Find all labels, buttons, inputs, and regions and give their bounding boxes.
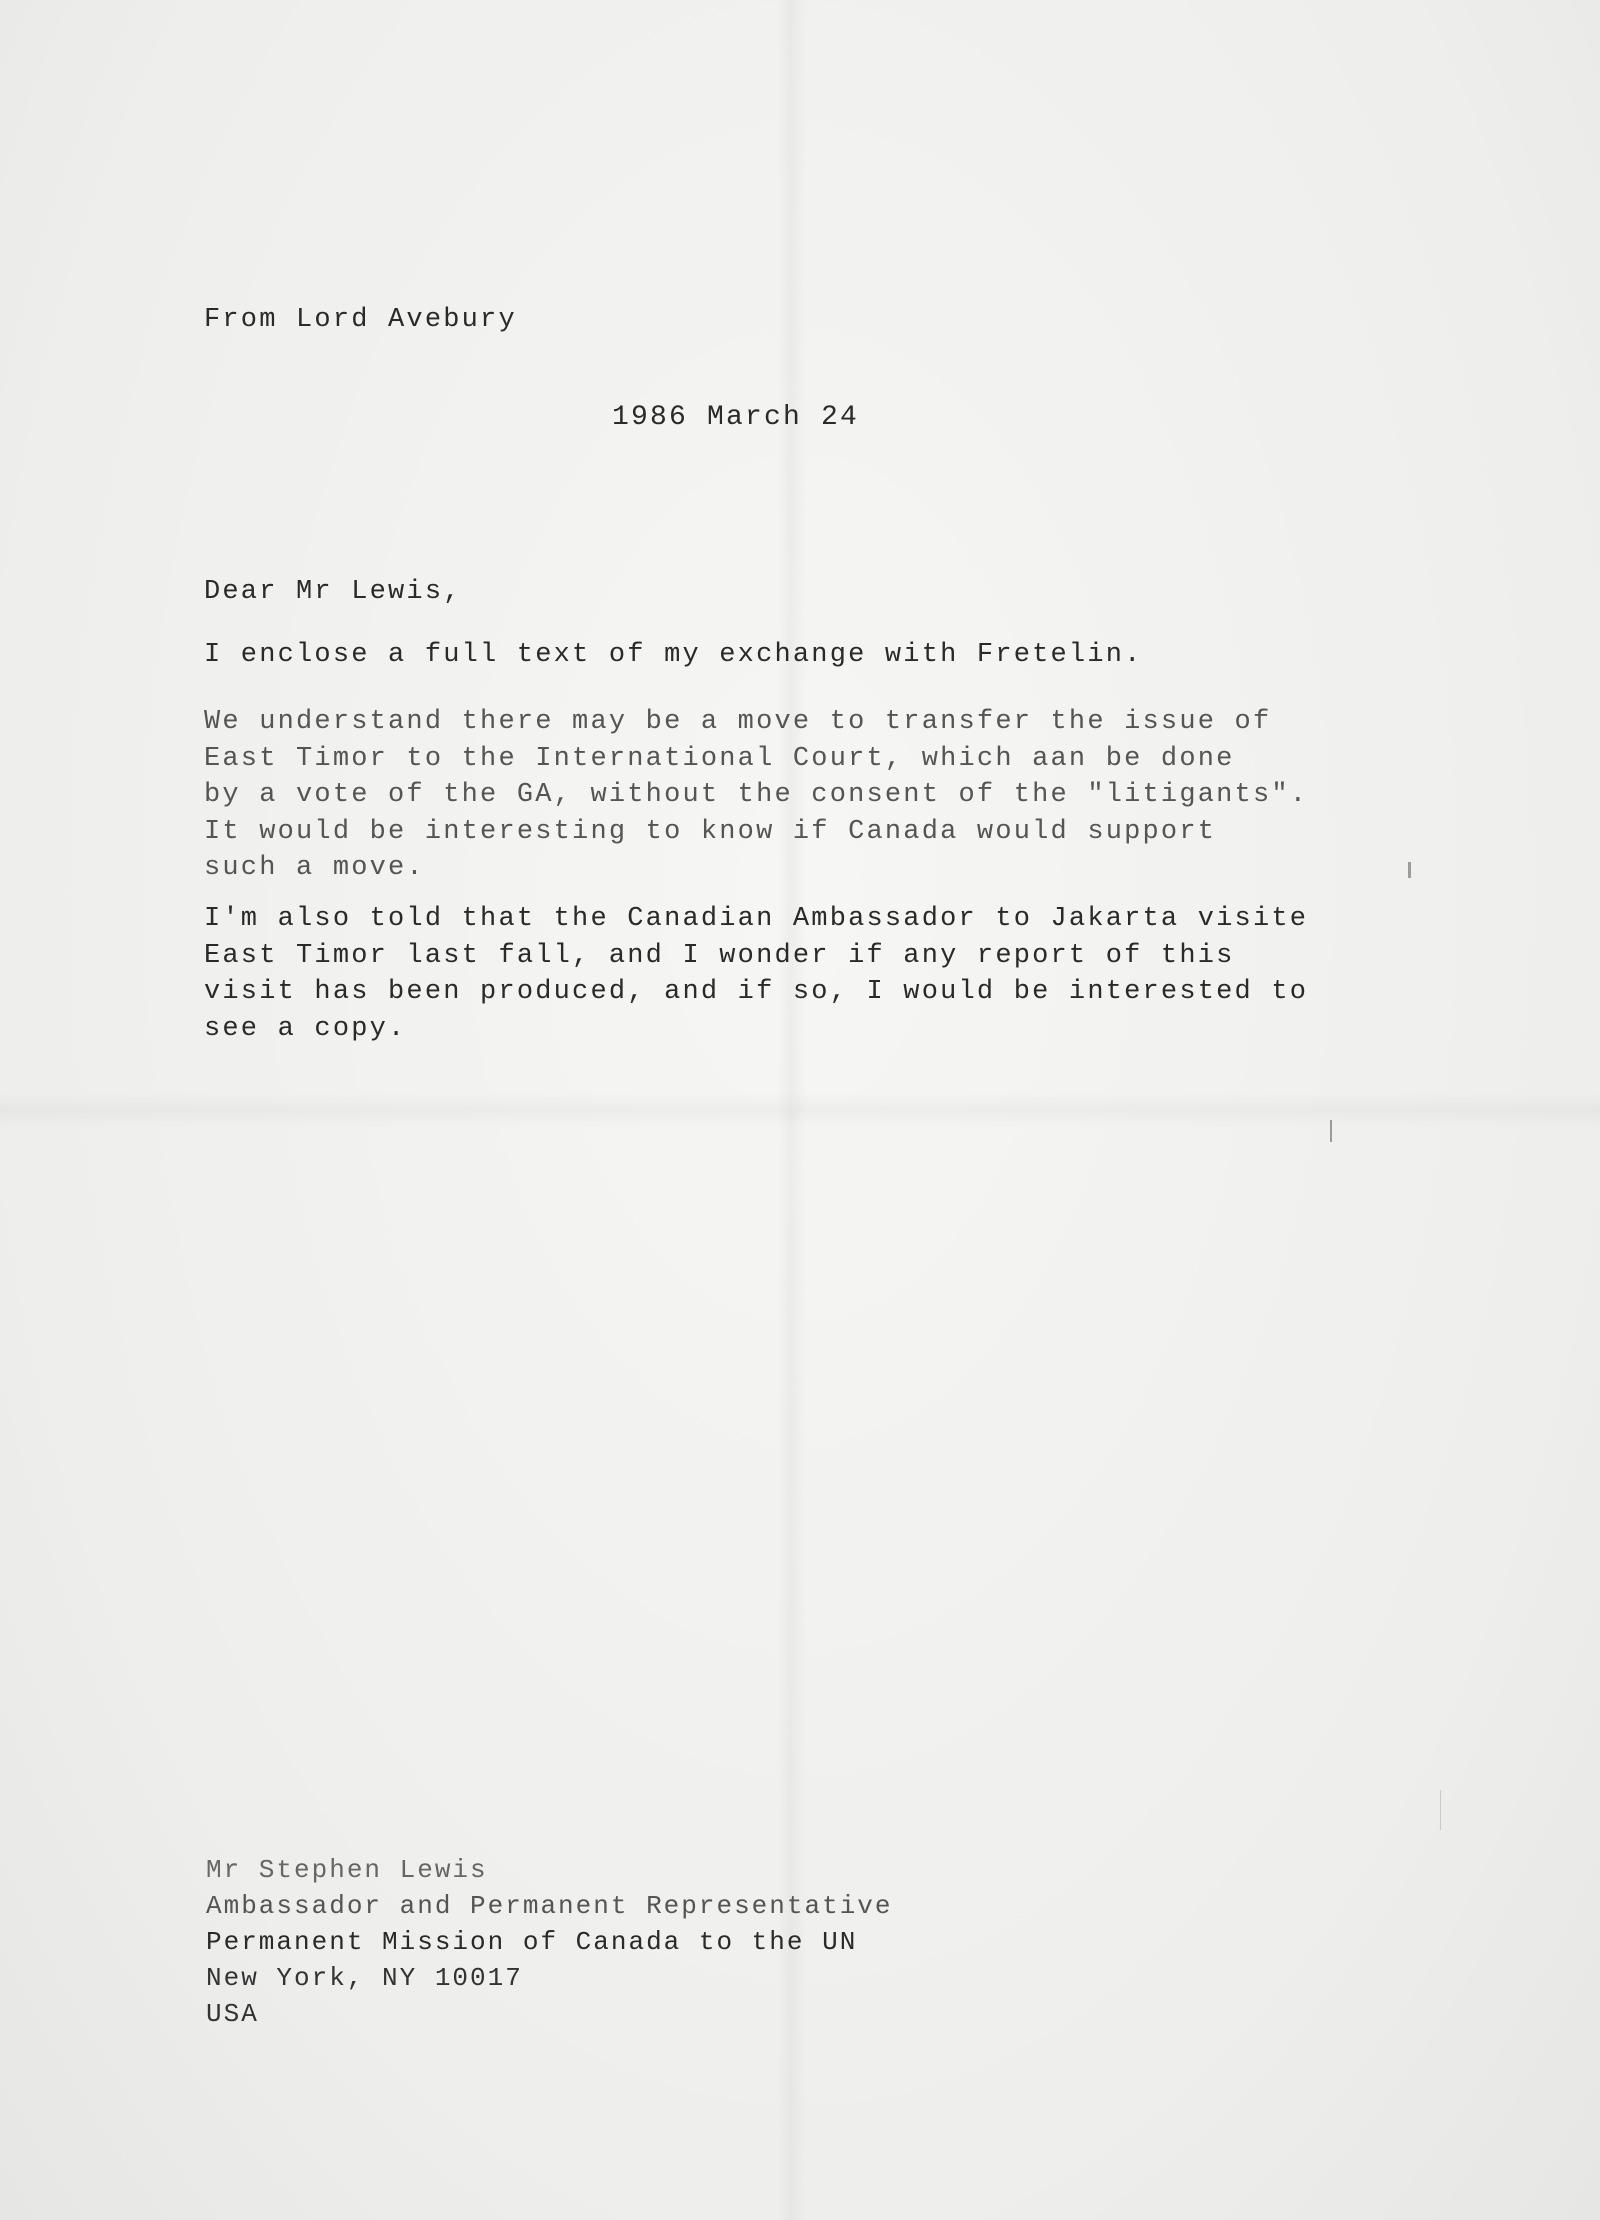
paragraph-line: We understand there may be a move to transfer the issue of [204, 707, 1272, 737]
sender-line: From Lord Avebury [204, 305, 517, 335]
paragraph-line: I enclose a full text of my exchange with Fretelin. [204, 640, 1143, 670]
recipient-mission: Permanent Mission of Canada to the UN [206, 1927, 858, 1957]
paragraph-line: visit has been produced, and if so, I would be interested to [204, 977, 1309, 1007]
letter-date: 1986 March 24 [612, 402, 860, 433]
recipient-title: Ambassador and Permanent Representative [206, 1891, 893, 1921]
stray-mark [1440, 1790, 1441, 1830]
paragraph-line: such a move. [204, 853, 425, 883]
recipient-country: USA [206, 1999, 259, 2029]
paragraph-line: by a vote of the GA, without the consent of the "litigants". [204, 780, 1309, 810]
paragraph-line: see a copy. [204, 1013, 407, 1044]
stray-mark [1330, 1120, 1332, 1142]
paragraph-ambassador-visit [204, 901, 1308, 1047]
recipient-city: New York, NY 10017 [206, 1963, 523, 1993]
salutation: Dear Mr Lewis, [204, 577, 462, 607]
paragraph-line: East Timor last fall, and I wonder if any report of this [204, 940, 1235, 971]
paragraph-international-court [204, 704, 1308, 887]
paragraph-line: It would be interesting to know if Canada would support [204, 816, 1217, 847]
recipient-address [206, 1852, 893, 2032]
recipient-name: Mr Stephen Lewis [206, 1855, 488, 1885]
paragraph-enclosure [204, 637, 1143, 674]
paragraph-line: East Timor to the International Court, which aan be done [204, 743, 1235, 774]
paragraph-line: I'm also told that the Canadian Ambassador to Jakarta visite [204, 904, 1309, 934]
stray-mark [1408, 862, 1411, 878]
